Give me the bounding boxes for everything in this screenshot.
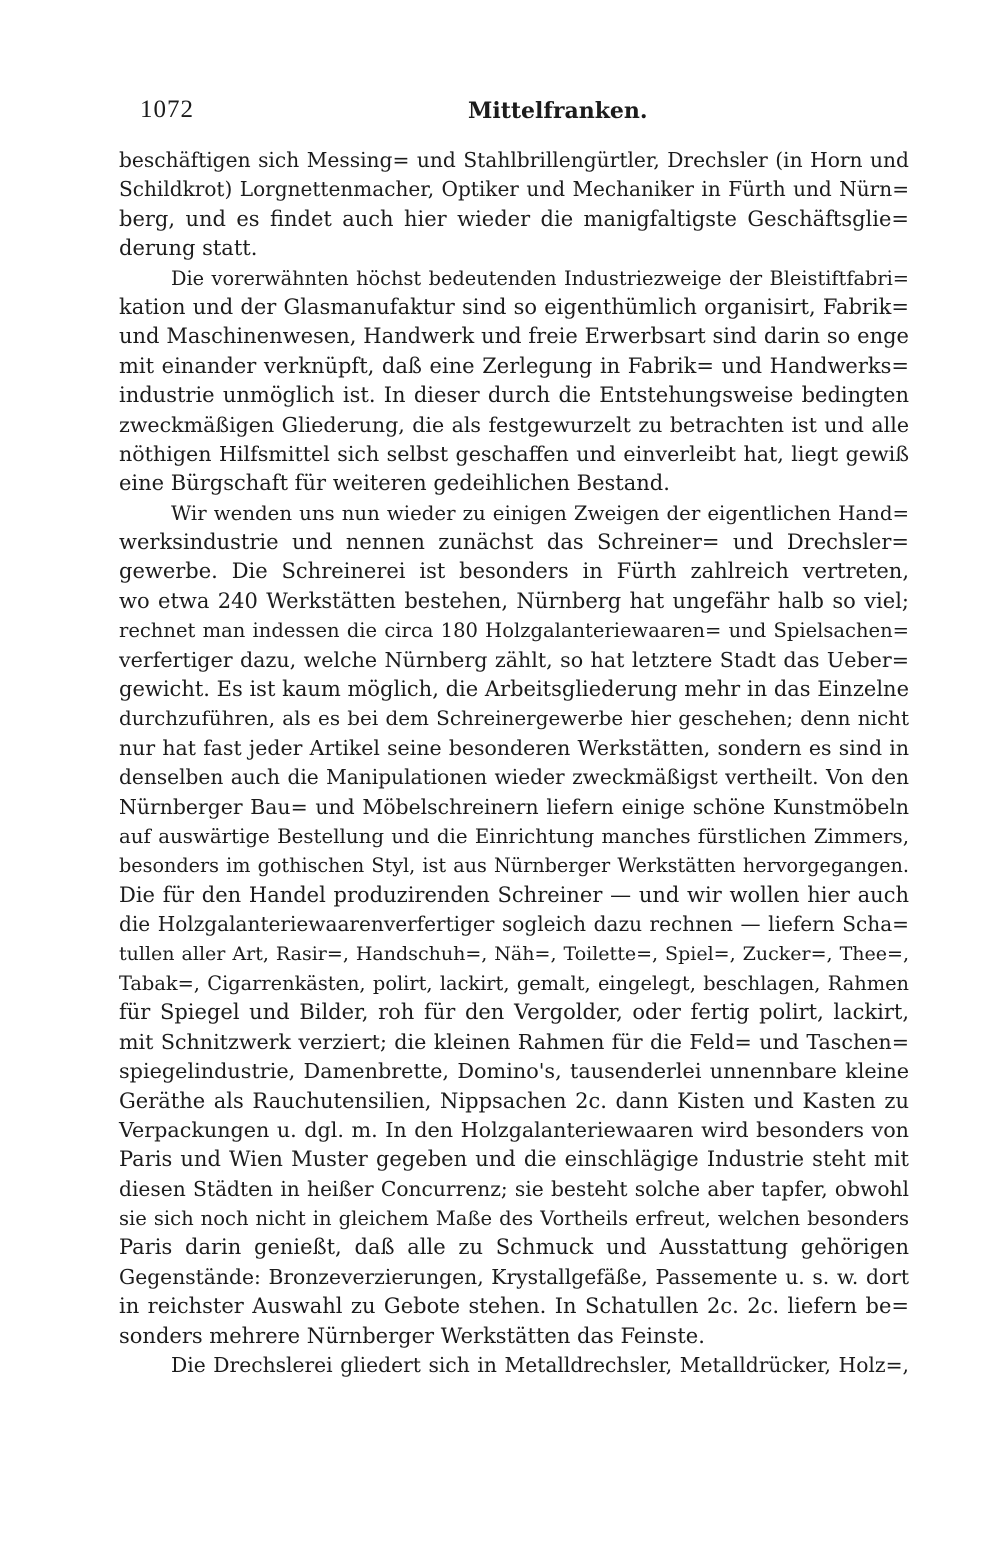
text-line: denselben auch die Manipulationen wieder zweckmäßigst vertheilt. Von den (119, 765, 909, 790)
page-header (140, 96, 908, 132)
text-line: besonders im gothischen Styl, ist aus Nürnberger Werkstätten hervorgegangen. (119, 854, 909, 878)
text-line: spiegelindustrie, Damenbrette, Domino's, tausenderlei unnennbare kleine (119, 1059, 909, 1084)
text-line: Die für den Handel produzirenden Schreiner — und wir wollen hier auch (119, 882, 909, 907)
text-line: industrie unmöglich ist. In dieser durch die Entstehungsweise bedingten (119, 383, 909, 408)
text-line: mit einander verknüpft, daß eine Zerlegung in Fabrik= und Handwerks= (119, 353, 909, 378)
running-head: Mittelfranken. (468, 98, 648, 124)
text-line: für Spiegel und Bilder, roh für den Vergolder, oder fertig polirt, lackirt, (119, 1000, 909, 1025)
text-line: kation und der Glasmanufaktur sind so eigenthümlich organisirt, Fabrik= (119, 294, 909, 319)
text-line: tullen aller Art, Rasir=, Handschuh=, Näh=, Toilette=, Spiel=, Zucker=, Thee=, (119, 942, 909, 965)
text-line: berg, und es findet auch hier wieder die manigfaltigste Geschäftsglie= (119, 206, 909, 231)
text-line: nöthigen Hilfsmittel sich selbst geschaffen und einverleibt hat, liegt gewiß (119, 441, 909, 466)
text-line: Paris darin genießt, daß alle zu Schmuck und Ausstattung gehörigen (119, 1235, 909, 1260)
text-line: nur hat fast jeder Artikel seine besonderen Werkstätten, sondern es sind in (119, 735, 909, 760)
text-line: rechnet man indessen die circa 180 Holzgalanteriewaaren= und Spielsachen= (119, 619, 909, 643)
paragraph-first-line: Die Drechslerei gliedert sich in Metalldrechsler, Metalldrücker, Holz=, (171, 1353, 909, 1378)
text-line: gewicht. Es ist kaum möglich, die Arbeitsgliederung mehr in das Einzelne (119, 677, 909, 702)
text-line: diesen Städten in heißer Concurrenz; sie besteht solche aber tapfer, obwohl (119, 1176, 909, 1201)
text-line: Paris und Wien Muster gegeben und die einschlägige Industrie steht mit (119, 1147, 909, 1172)
text-line: auf auswärtige Bestellung und die Einrichtung manches fürstlichen Zimmers, (119, 824, 909, 848)
text-line: sie sich noch nicht in gleichem Maße des Vortheils erfreut, welchen besonders (119, 1207, 909, 1231)
paragraph-first-line: Wir wenden uns nun wieder zu einigen Zweigen der eigentlichen Hand= (171, 501, 909, 525)
text-line: Schildkrot) Lorgnettenmacher, Optiker und Mechaniker in Fürth und Nürn= (119, 177, 909, 202)
text-line: durchzuführen, als es bei dem Schreinergewerbe hier geschehen; denn nicht (119, 706, 909, 731)
text-line: die Holzgalanteriewaarenverfertiger sogleich dazu rechnen — liefern Scha= (119, 912, 909, 937)
text-line: beschäftigen sich Messing= und Stahlbrillengürtler, Drechsler (in Horn und (119, 148, 909, 172)
text-line: in reichster Auswahl zu Gebote stehen. In Schatullen 2c. 2c. liefern be= (119, 1294, 909, 1319)
text-line: gewerbe. Die Schreinerei ist besonders in Fürth zahlreich vertreten, (119, 559, 909, 584)
text-line: Geräthe als Rauchutensilien, Nippsachen 2c. dann Kisten und Kasten zu (119, 1088, 909, 1113)
text-line: Gegenstände: Bronzeverzierungen, Krystallgefäße, Passemente u. s. w. dort (119, 1264, 909, 1289)
text-line: sonders mehrere Nürnberger Werkstätten das Feinste. (119, 1323, 705, 1348)
body-text (119, 146, 909, 1380)
paragraph-first-line: Die vorerwähnten höchst bedeutenden Industriezweige der Bleistiftfabri= (171, 266, 909, 290)
page-number: 1072 (140, 96, 194, 123)
text-line: und Maschinenwesen, Handwerk und freie Erwerbsart sind darin so enge (119, 324, 909, 349)
text-line: derung statt. (119, 236, 258, 261)
text-line: Tabak=, Cigarrenkästen, polirt, lackirt, gemalt, eingelegt, beschlagen, Rahmen (119, 971, 909, 995)
text-line: eine Bürgschaft für weiteren gedeihlichen Bestand. (119, 471, 670, 496)
text-line: mit Schnitzwerk verziert; die kleinen Rahmen für die Feld= und Taschen= (119, 1029, 909, 1054)
text-line: Nürnberger Bau= und Möbelschreinern liefern einige schöne Kunstmöbeln (119, 794, 909, 819)
text-line: werksindustrie und nennen zunächst das Schreiner= und Drechsler= (119, 530, 909, 555)
text-line: wo etwa 240 Werkstätten bestehen, Nürnberg hat ungefähr halb so viel; (119, 588, 909, 613)
text-line: Verpackungen u. dgl. m. In den Holzgalanteriewaaren wird besonders von (119, 1117, 909, 1142)
text-line: verfertiger dazu, welche Nürnberg zählt, so hat letztere Stadt das Ueber= (119, 647, 909, 672)
text-line: zweckmäßigen Gliederung, die als festgewurzelt zu betrachten ist und alle (119, 412, 909, 437)
